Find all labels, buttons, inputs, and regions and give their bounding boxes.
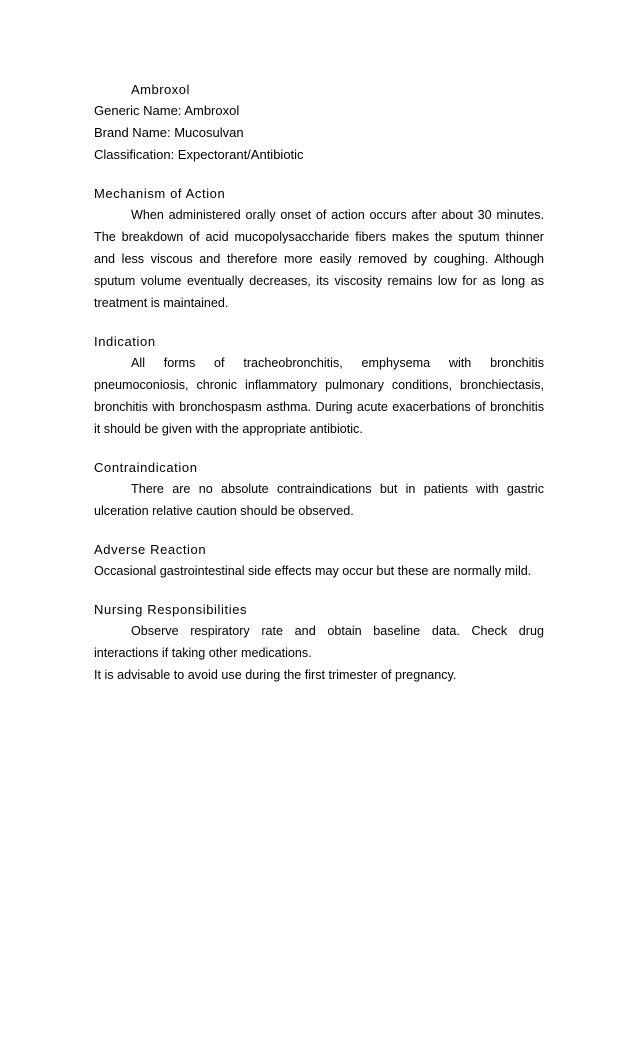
section-text-contraindication: There are no absolute contraindications but in patients with gastric ulceration relative caution should be observed. [94, 482, 544, 518]
section-text-nursing: Observe respiratory rate and obtain baseline data. Check drug interactions if taking other medications. [94, 624, 544, 660]
section-mechanism [94, 184, 544, 314]
drug-title: Ambroxol [131, 82, 190, 97]
section-heading-mechanism: Mechanism of Action [94, 186, 226, 201]
section-indication [94, 332, 544, 440]
document-page [94, 80, 544, 686]
generic-name: Generic Name: Ambroxol [94, 103, 240, 118]
section-text-indication: All forms of tracheobronchitis, emphysema with bronchitis pneumoconiosis, chronic inflammatory pulmonary conditions, bronchiectasis, bronchitis with bronchospasm asthma. During acute exacerbations of bronchitis it should be given with the appropriate antibiotic. [94, 356, 544, 436]
section-text-nursing-2: It is advisable to avoid use during the first trimester of pregnancy. [94, 668, 457, 682]
brand-name: Brand Name: Mucosulvan [94, 125, 244, 140]
section-heading-adverse: Adverse Reaction [94, 542, 207, 557]
section-heading-indication: Indication [94, 334, 156, 349]
section-text-mechanism: When administered orally onset of action occurs after about 30 minutes. The breakdown of acid mucopolysaccharide fibers makes the sputum thinner and less viscous and therefore more easily removed by coughing. Although sputum volume eventually decreases, its viscosity remains low for as long as treatment is maintained. [94, 208, 544, 310]
section-text-adverse: Occasional gastrointestinal side effects may occur but these are normally mild. [94, 564, 532, 578]
section-adverse [94, 540, 544, 582]
section-nursing [94, 600, 544, 686]
section-heading-contraindication: Contraindication [94, 460, 198, 475]
section-contraindication [94, 458, 544, 522]
section-heading-nursing: Nursing Responsibilities [94, 602, 248, 617]
classification: Classification: Expectorant/Antibiotic [94, 147, 304, 162]
